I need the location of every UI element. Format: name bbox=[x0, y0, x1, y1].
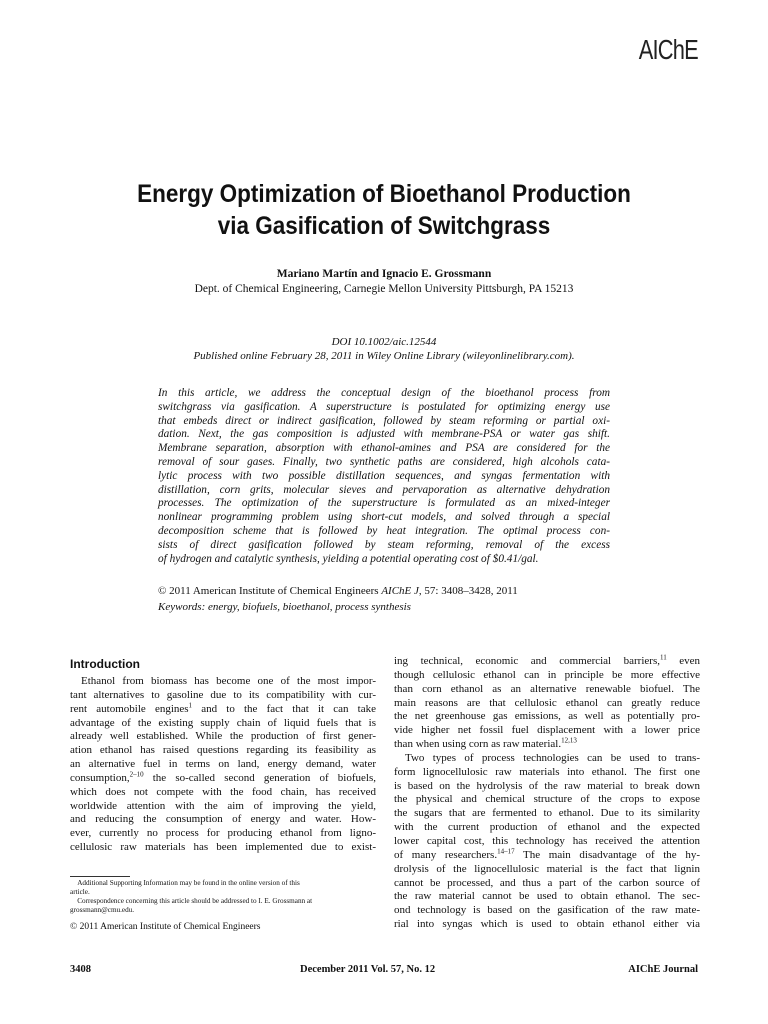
title-line: via Gasification of Switchgrass bbox=[217, 212, 551, 240]
copyright-post: , 57: 3408–3428, 2011 bbox=[418, 585, 518, 597]
text-line: ing technical, economic and commercial barriers,$^{11}$ even bbox=[394, 653, 700, 667]
text-line: form lignocellulosic raw materials into ethanol. The first one bbox=[394, 765, 700, 778]
text-line: ever, currently no process for producing ethanol from ligno- bbox=[70, 827, 376, 840]
abstract-line: processes. The optimization of the superstructure is formulated as an mixed-integer bbox=[158, 497, 610, 510]
text-line: the physical and chemical structure of the crops to expose bbox=[394, 793, 700, 806]
publication-info: Published online February 28, 2011 in Wiley Online Library (wileyonlinelibrary.com). bbox=[193, 350, 575, 362]
text-line: the net greenhouse gas emissions, as well as potentially pro- bbox=[394, 710, 700, 723]
footnote-rule bbox=[70, 876, 130, 877]
abstract-line: decomposition scheme that is followed by heat integration. The optimal process con- bbox=[158, 524, 610, 537]
text-line: ond technology is based on the gasification of the raw mate- bbox=[394, 904, 700, 917]
keywords: Keywords: energy, biofuels, bioethanol, process synthesis bbox=[158, 601, 411, 613]
paper-title bbox=[38, 178, 729, 242]
citation-superscript[interactable]: 12,13 bbox=[561, 736, 577, 745]
text-line: with the current production of ethanol and the expected bbox=[394, 821, 700, 834]
abstract-line: removal of sour gases. Finally, two synthetic paths are considered, high alcohols cata- bbox=[158, 455, 610, 468]
text-line: the raw material cannot be used to obtain ethanol. The sec- bbox=[394, 890, 700, 903]
citation-superscript[interactable]: 11 bbox=[659, 653, 667, 662]
footnote-line: Additional Supporting Information may be found in the online version of this bbox=[70, 879, 300, 887]
abstract-line: of hydrogen and catalytic synthesis, yielding a potential operating cost of $0.41/gal. bbox=[158, 552, 539, 565]
abstract-line: distillation, corn grits, molecular sieves and pervaporation as alternative dehydration bbox=[158, 483, 610, 496]
journal-logo: AIChE bbox=[638, 34, 698, 65]
text-line: rent automobile engines$^1$ and to the fact that it can take bbox=[70, 701, 376, 715]
footnotes bbox=[70, 879, 376, 915]
text-line: lower capital cost, this technology has received the attention bbox=[394, 834, 700, 847]
issue-info: December 2011 Vol. 57, No. 12 bbox=[300, 964, 436, 975]
copyright-line bbox=[158, 585, 610, 597]
text-line: advantage of the existing supply chain of liquid fuels that is bbox=[70, 716, 376, 729]
abstract-line: nonlinear programming problem using short-cut models, and solved through a special bbox=[158, 511, 610, 524]
abstract-line: that embeds direct or indirect gasification, followed by steam reforming or partial oxi- bbox=[158, 414, 610, 427]
authors: Mariano Martín and Ignacio E. Grossmann bbox=[276, 268, 492, 280]
text-line: tant alternatives to gasoline due to its compatibility with cur- bbox=[70, 688, 376, 701]
citation-superscript[interactable]: 14–17 bbox=[497, 847, 515, 856]
section-heading-introduction: Introduction bbox=[70, 657, 140, 671]
text-line: though cellulosic ethanol can in principle be more effective bbox=[394, 668, 700, 681]
doi[interactable]: DOI 10.1002/aic.12544 bbox=[331, 336, 437, 348]
text-line: vide higher net fossil fuel displacement with a lower price bbox=[394, 724, 700, 737]
journal-name: AIChE Journal bbox=[628, 964, 698, 975]
text-line: an alternative fuel in terms on land, energy demand, water bbox=[70, 758, 376, 771]
text-line: already well established. While the production of first gener- bbox=[70, 730, 376, 743]
copyright-pre: © 2011 American Institute of Chemical Engineers bbox=[158, 585, 382, 597]
text-line: Two types of process technologies can be used to trans- bbox=[394, 751, 700, 764]
text-line: the sugars that are fermented to ethanol. Due to its similarity bbox=[394, 807, 700, 820]
footnote-line: article. bbox=[70, 887, 90, 896]
title-line: Energy Optimization of Bioethanol Production bbox=[137, 180, 631, 208]
abstract-line: switchgrass via gasification. A superstructure is postulated for optimizing energy use bbox=[158, 400, 610, 413]
citation-superscript[interactable]: 2–10 bbox=[129, 770, 144, 779]
affiliation: Dept. of Chemical Engineering, Carnegie Mellon University Pittsburgh, PA 15213 bbox=[194, 283, 574, 295]
page-number: 3408 bbox=[70, 964, 91, 975]
text-line: than corn ethanol as an alternative renewable biofuel. The bbox=[394, 682, 700, 695]
footnote-line: grossmann@cmu.edu. bbox=[70, 905, 135, 914]
text-line: than when using corn as raw material.$^{12,13}$ bbox=[394, 736, 577, 751]
left-column-text bbox=[70, 675, 376, 855]
right-column-text bbox=[394, 655, 700, 932]
abstract-line: dation. Next, the gas composition is adjusted with membrane-PSA or water gas shift. bbox=[158, 428, 610, 441]
text-line: cannot be processed, and thus a part of the carbon source of bbox=[394, 876, 700, 889]
text-line: is based on the hydrolysis of the raw material to break down bbox=[394, 779, 700, 792]
text-line: drolysis of the lignocellulosic material is the fact that lignin bbox=[394, 862, 700, 875]
abstract bbox=[158, 387, 610, 566]
abstract-line: Membrane separation, absorption with ethanol-amines and PSA are considered for the bbox=[158, 442, 610, 455]
text-line: which does not compete with the food chain, has received bbox=[70, 785, 376, 798]
text-line: and reducing the consumption of energy and water. How- bbox=[70, 813, 376, 826]
text-line: of many researchers.$^{14-17}$ The main disadvantage of the hy- bbox=[394, 847, 700, 861]
text-line: main reasons are that cellulosic ethanol can greatly reduce bbox=[394, 696, 700, 709]
text-line: consumption,$^{2-10}$ the so-called second generation of biofuels, bbox=[70, 770, 376, 784]
text-line: worldwide attention with the aim of improving the yield, bbox=[70, 799, 376, 812]
footnote-line: Correspondence concerning this article should be addressed to I. E. Grossmann at bbox=[70, 896, 313, 905]
abstract-line: sists of direct gasification followed by steam reforming, removal of the excess bbox=[158, 538, 610, 551]
text-line: cellulosic raw materials has been implemented due to exist- bbox=[70, 841, 376, 854]
text-line: Ethanol from biomass has become one of the most impor- bbox=[70, 675, 376, 687]
text-line: rial into syngas which is used to obtain ethanol either via bbox=[394, 918, 700, 931]
text-line: ation ethanol has raised questions regarding its feasibility as bbox=[70, 744, 376, 757]
abstract-line: In this article, we address the conceptual design of the bioethanol process from bbox=[158, 387, 610, 399]
abstract-line: lytic process with two possible distillation sequences, and syngas fermentation with bbox=[158, 469, 610, 482]
copyright-footer: © 2011 American Institute of Chemical Engineers bbox=[70, 922, 261, 932]
citation-superscript[interactable]: 1 bbox=[188, 701, 193, 710]
copyright-journal: AIChE J bbox=[381, 585, 419, 597]
